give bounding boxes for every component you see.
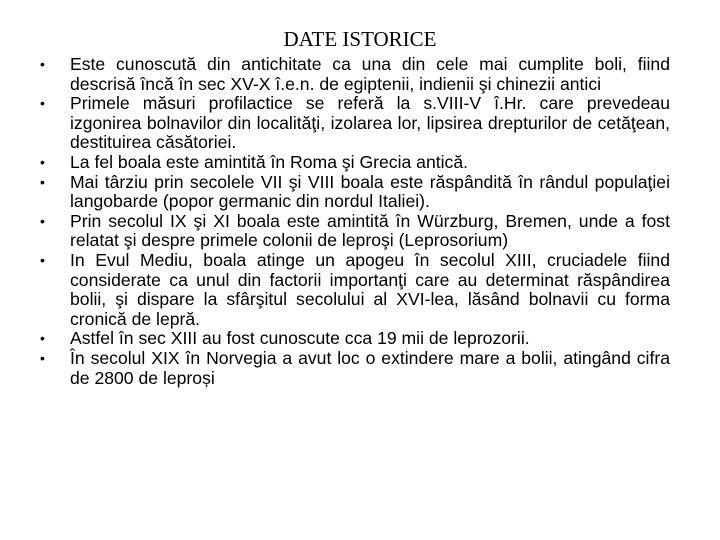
bullet-dot-icon: •	[40, 212, 45, 229]
list-item-text: În secolul XIX în Norvegia a avut loc o extindere mare a bolii, atingând cifra de 2800 de leproși	[70, 347, 670, 388]
list-item-text: Primele măsuri profilactice se referă la s.VIII-V î.Hr. care prevedeau izgonirea bolnavilor din localităţi, izolarea lor, lipsirea drepturilor de cetăţean, destituirea căsătoriei.	[70, 93, 670, 153]
list-item-text: Mai târziu prin secolele VII şi VIII boala este răspândită în rândul populaţiei langobarde (popor germanic din nordul Italiei).	[70, 171, 670, 212]
bullet-dot-icon: •	[40, 330, 45, 347]
bullet-dot-icon: •	[40, 95, 45, 112]
list-item	[40, 153, 670, 173]
list-item	[40, 55, 670, 94]
bullet-dot-icon: •	[40, 153, 45, 170]
list-item-text: In Evul Mediu, boala atinge un apogeu în secolul XIII, cruciadele fiind considerate ca unul din factorii importanţi care au determinat răspândirea bolii, şi dispare la sfârşitul secolului al XVI-lea, lăsând bolnavii cu forma cronică de lepră.	[70, 249, 670, 329]
list-item-text: La fel boala este amintită în Roma şi Grecia antică.	[70, 151, 469, 172]
bullet-dot-icon: •	[40, 173, 45, 190]
list-item	[40, 94, 670, 153]
bullet-dot-icon: •	[40, 349, 45, 366]
list-item	[40, 349, 670, 388]
slide-title-text: DATE ISTORICE	[283, 27, 437, 51]
bullet-list	[40, 55, 670, 388]
list-item	[40, 251, 670, 329]
list-item-text: Este cunoscută din antichitate ca una din cele mai cumplite boli, fiind descrisă încă în sec XV-X î.e.n. de egiptenii, indienii şi chinezii antici	[70, 54, 670, 94]
list-item	[40, 173, 670, 212]
list-item	[40, 212, 670, 251]
list-item-text: Astfel în sec XIII au fost cunoscute cca 19 mii de leprozorii.	[70, 328, 530, 349]
bullet-dot-icon: •	[40, 251, 45, 268]
bullet-dot-icon: •	[40, 56, 45, 72]
list-item-text: Prin secolul IX şi XI boala este amintită în Würzburg, Bremen, unde a fost relatat şi despre primele colonii de leproşi (Leprosorium)	[70, 210, 670, 251]
slide-title	[0, 26, 720, 52]
list-item	[40, 329, 670, 349]
